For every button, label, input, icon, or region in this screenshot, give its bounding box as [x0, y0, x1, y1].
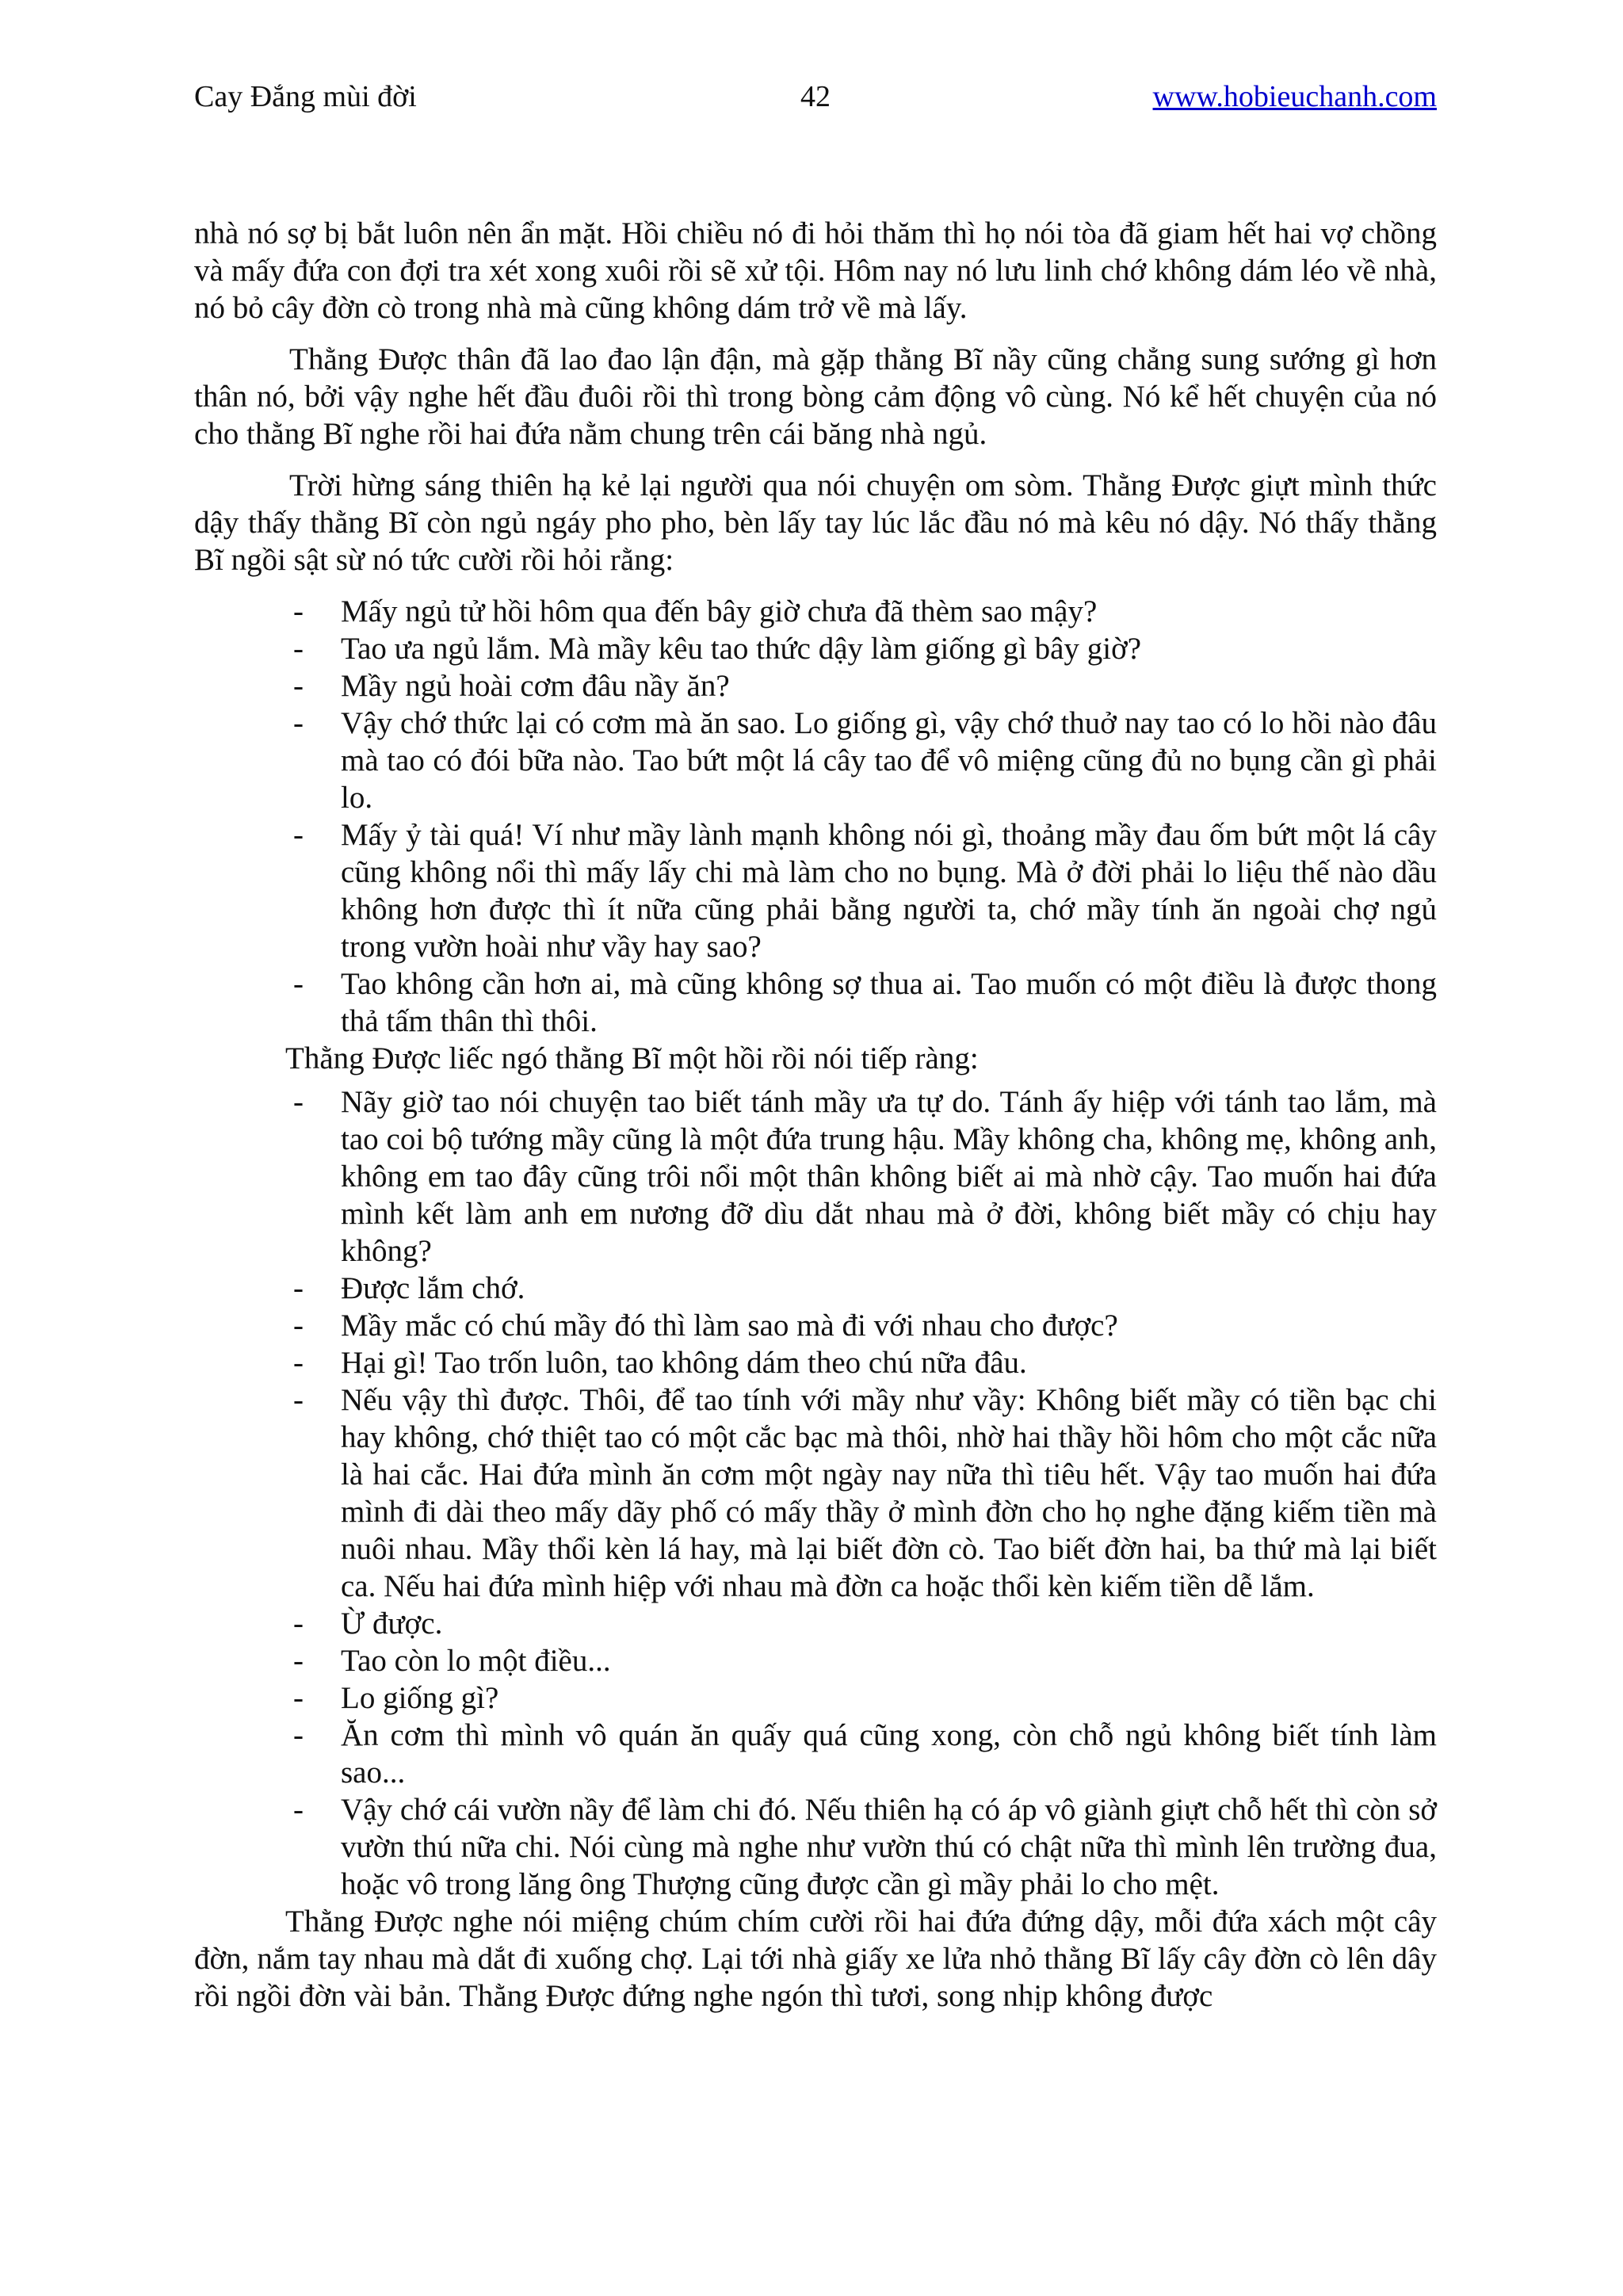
dialogue-list — [194, 1083, 1437, 1903]
dialogue-text: Nếu vậy thì được. Thôi, để tao tính với mầy như vầy: Không biết mầy có tiền bạc chi hay không, chớ thiệt tao có một cắc bạc mà thôi, nhờ hai thầy hồi hôm cho một cắc nữa là hai cắc. Hai đứa mình ăn cơm một ngày nay nữa thì tiêu hết. Vậy tao muốn hai đứa mình đi dài theo mấy dãy phố có mấy thầy ở mình đờn cho họ nghe đặng kiếm tiền mà nuôi nhau. Mầy thổi kèn lá hay, mà lại biết đờn cò. Tao biết đờn hai, ba thứ mà lại biết ca. Nếu hai đứa mình hiệp với nhau mà đờn ca hoặc thổi kèn kiếm tiền dễ lắm. — [341, 1383, 1437, 1603]
dialogue-line: - Lo giống gì? — [293, 1681, 499, 1715]
dialogue-text: Ừ được. — [341, 1606, 443, 1641]
dialogue-line: - Được lắm chớ. — [293, 1271, 525, 1305]
dialogue-text: Vậy chớ cái vườn nầy để làm chi đó. Nếu thiên hạ có áp vô giành giựt chỗ hết thì còn sở vườn thú nữa chi. Nói cùng mà nghe như vườn thú có chật nữa thì mình lên trường đua, hoặc vô trong lăng ông Thượng cũng được cần gì mầy phải lo cho mệt. — [341, 1793, 1437, 1901]
page-header — [194, 74, 1437, 119]
dialogue-text: Mấy ỷ tài quá! Ví như mầy lành mạnh không nói gì, thoảng mầy đau ốm bứt một lá cây cũng không nổi thì mấy lấy chi mà làm cho no bụng. Mà ở đời phải lo liệu thế nào dầu không hơn được thì ít nữa cũng phải bằng người ta, chớ mầy tính ăn ngoài chợ ngủ trong vườn hoài như vầy hay sao? — [341, 818, 1437, 964]
paragraph: Trời hừng sáng thiên hạ kẻ lại người qua nói chuyện om sòm. Thằng Được giựt mình thức dậy thấy thằng Bĩ còn ngủ ngáy pho pho, bèn lấy tay lúc lắc đầu nó mà kêu nó dậy. Nó thấy thằng Bĩ ngồi sật sừ nó tức cười rồi hỏi rằng: — [194, 468, 1437, 577]
page-number: 42 — [800, 80, 831, 113]
dialogue-text: Lo giống gì? — [341, 1681, 499, 1715]
dialogue-text: Ăn cơm thì mình vô quán ăn quấy quá cũng xong, còn chỗ ngủ không biết tính làm sao... — [341, 1718, 1437, 1790]
paragraph: Thằng Được thân đã lao đao lận đận, mà gặp thằng Bĩ nầy cũng chẳng sung sướng gì hơn thân nó, bởi vậy nghe hết đầu đuôi rồi thì trong bòng cảm động vô cùng. Nó kể hết chuyện của nó cho thằng Bĩ nghe rồi hai đứa nằm chung trên cái băng nhà ngủ. — [194, 342, 1437, 451]
dialogue-text: Tao không cần hơn ai, mà cũng không sợ thua ai. Tao muốn có một điều là được thong thả tấm thân thì thôi. — [341, 967, 1437, 1038]
dialogue-line: - Hại gì! Tao trốn luôn, tao không dám theo chú nữa đâu. — [293, 1346, 1027, 1380]
dialogue-text: Tao còn lo một điều... — [341, 1644, 611, 1678]
dialogue-line: - Vậy chớ cái vườn nầy để làm chi đó. Nếu thiên hạ có áp vô giành giựt chỗ hết thì còn sở vườn thú nữa chi. Nói cùng mà nghe như vườn thú có chật nữa thì mình lên trường đua, hoặc vô trong lăng ông Thượng cũng được cần gì mầy phải lo cho mệt. — [293, 1793, 1437, 1901]
dialogue-line: - Mấy ỷ tài quá! Ví như mầy lành mạnh không nói gì, thoảng mầy đau ốm bứt một lá cây cũng không nổi thì mấy lấy chi mà làm cho no bụng. Mà ở đời phải lo liệu thế nào dầu không hơn được thì ít nữa cũng phải bằng người ta, chớ mầy tính ăn ngoài chợ ngủ trong vườn hoài như vầy hay sao? — [293, 818, 1437, 964]
dialogue-line: - Nếu vậy thì được. Thôi, để tao tính với mầy như vầy: Không biết mầy có tiền bạc chi hay không, chớ thiệt tao có một cắc bạc mà thôi, nhờ hai thầy hồi hôm cho một cắc nữa là hai cắc. Hai đứa mình ăn cơm một ngày nay nữa thì tiêu hết. Vậy tao muốn hai đứa mình đi dài theo mấy dãy phố có mấy thầy ở mình đờn cho họ nghe đặng kiếm tiền mà nuôi nhau. Mầy thổi kèn lá hay, mà lại biết đờn cò. Tao biết đờn hai, ba thứ mà lại biết ca. Nếu hai đứa mình hiệp với nhau mà đờn ca hoặc thổi kèn kiếm tiền dễ lắm. — [293, 1383, 1437, 1603]
dialogue-text: Hại gì! Tao trốn luôn, tao không dám theo chú nữa đâu. — [341, 1346, 1027, 1380]
dialogue-line: - Tao không cần hơn ai, mà cũng không sợ thua ai. Tao muốn có một điều là được thong thả tấm thân thì thôi. — [293, 967, 1437, 1038]
paragraph: nhà nó sợ bị bắt luôn nên ẩn mặt. Hồi chiều nó đi hỏi thăm thì họ nói tòa đã giam hết hai vợ chồng và mấy đứa con đợi tra xét xong xuôi rồi sẽ xử tội. Hôm nay nó lưu linh chớ không dám léo về nhà, nó bỏ cây đờn cò trong nhà mà cũng không dám trở về mà lấy. — [194, 216, 1437, 325]
website-link[interactable]: www.hobieuchanh.com — [1152, 80, 1437, 113]
dialogue-line: - Mấy ngủ tử hồi hôm qua đến bây giờ chưa đã thèm sao mậy? — [293, 594, 1098, 628]
dialogue-text: Tao ưa ngủ lắm. Mà mầy kêu tao thức dậy làm giống gì bây giờ? — [341, 632, 1142, 666]
narration: Thằng Được liếc ngó thằng Bĩ một hồi rồi nói tiếp ràng: — [285, 1041, 979, 1075]
dialogue-line: - Mầy mắc có chú mầy đó thì làm sao mà đi với nhau cho được? — [293, 1308, 1118, 1343]
dialogue-text: Mầy ngủ hoài cơm đâu nầy ăn? — [341, 669, 730, 703]
dialogue-line: - Nãy giờ tao nói chuyện tao biết tánh mầy ưa tự do. Tánh ấy hiệp với tánh tao lắm, mà tao coi bộ tướng mầy cũng là một đứa trung hậu. Mầy không cha, không mẹ, không anh, không em tao đây cũng trôi nổi một thân không biết ai mà nhờ cậy. Tao muốn hai đứa mình kết làm anh em nương đỡ dìu dắt nhau mà ở đời, không biết mầy có chịu hay không? — [293, 1085, 1437, 1268]
page-body — [194, 215, 1437, 2015]
dialogue-line: - Ừ được. — [293, 1606, 443, 1641]
dialogue-text: Vậy chớ thức lại có cơm mà ăn sao. Lo giống gì, vậy chớ thuở nay tao có lo hồi nào đâu mà tao có đói bữa nào. Tao bứt một lá cây tao để vô miệng cũng đủ no bụng cần gì phải lo. — [341, 706, 1437, 815]
dialogue-text: Mấy ngủ tử hồi hôm qua đến bây giờ chưa đã thèm sao mậy? — [341, 594, 1098, 628]
dialogue-text: Mầy mắc có chú mầy đó thì làm sao mà đi với nhau cho được? — [341, 1308, 1118, 1343]
dialogue-line: - Mầy ngủ hoài cơm đâu nầy ăn? — [293, 669, 730, 703]
dialogue-line: - Tao ưa ngủ lắm. Mà mầy kêu tao thức dậy làm giống gì bây giờ? — [293, 632, 1142, 666]
dialogue-line: - Ăn cơm thì mình vô quán ăn quấy quá cũng xong, còn chỗ ngủ không biết tính làm sao... — [293, 1718, 1437, 1790]
dialogue-text: Được lắm chớ. — [341, 1271, 525, 1305]
book-title: Cay Đắng mùi đời — [194, 80, 417, 113]
dialogue-text: Nãy giờ tao nói chuyện tao biết tánh mầy ưa tự do. Tánh ấy hiệp với tánh tao lắm, mà tao coi bộ tướng mầy cũng là một đứa trung hậu. Mầy không cha, không mẹ, không anh, không em tao đây cũng trôi nổi một thân không biết ai mà nhờ cậy. Tao muốn hai đứa mình kết làm anh em nương đỡ dìu dắt nhau mà ở đời, không biết mầy có chịu hay không? — [341, 1085, 1437, 1268]
dialogue-line: - Tao còn lo một điều... — [293, 1644, 611, 1678]
dialogue-list — [194, 593, 1437, 1040]
dialogue-line: - Vậy chớ thức lại có cơm mà ăn sao. Lo giống gì, vậy chớ thuở nay tao có lo hồi nào đâu mà tao có đói bữa nào. Tao bứt một lá cây tao để vô miệng cũng đủ no bụng cần gì phải lo. — [293, 706, 1437, 815]
paragraph: Thằng Được nghe nói miệng chúm chím cười rồi hai đứa đứng dậy, mỗi đứa xách một cây đờn, nắm tay nhau mà dắt đi xuống chợ. Lại tới nhà giấy xe lửa nhỏ thằng Bĩ lấy cây đờn cò lên dây rồi ngồi đờn vài bản. Thằng Được đứng nghe ngón thì tươi, song nhịp không được — [194, 1904, 1437, 2013]
